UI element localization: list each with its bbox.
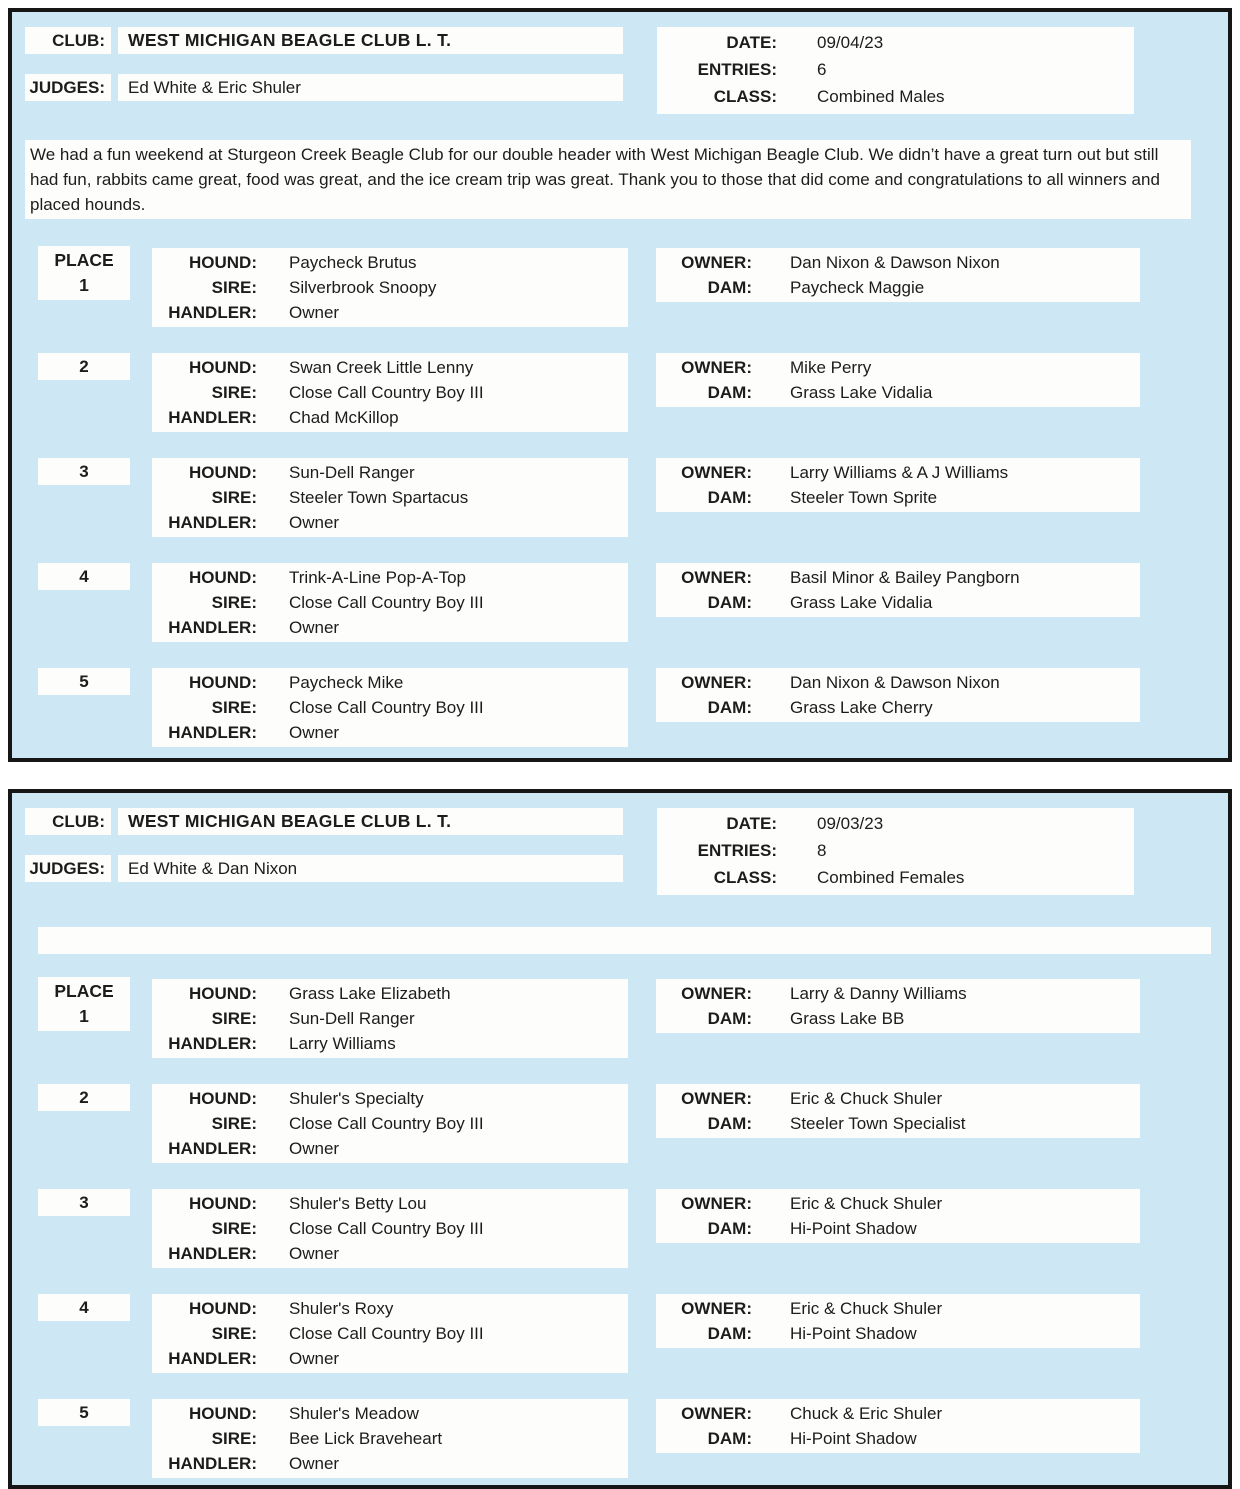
hound-value: Paycheck Mike — [289, 673, 404, 692]
report-header — [12, 27, 1228, 114]
class-row — [657, 83, 1134, 110]
hound-label: HOUND: — [189, 358, 257, 377]
handler-value: Chad McKillop — [289, 408, 399, 427]
place-entry — [38, 563, 1228, 642]
hound-value: Paycheck Brutus — [289, 253, 417, 272]
place-entry — [12, 248, 1228, 327]
hound-label: HOUND: — [189, 568, 257, 587]
place-entry — [38, 1294, 1228, 1373]
owner-box — [656, 1084, 1140, 1138]
entries-row — [657, 56, 1134, 83]
dam-value: Steeler Town Sprite — [790, 488, 938, 507]
handler-value: Owner — [289, 1454, 340, 1473]
dam-label: DAM: — [707, 698, 752, 717]
owner-value: Eric & Chuck Shuler — [790, 1089, 943, 1108]
owner-box — [656, 353, 1140, 407]
place-entry — [38, 668, 1228, 747]
handler-value: Owner — [289, 1349, 340, 1368]
club-row — [25, 27, 645, 54]
handler-label: HANDLER: — [168, 303, 257, 322]
sire-label: SIRE: — [211, 1114, 257, 1133]
header-left — [12, 27, 645, 101]
dam-value: Hi-Point Shadow — [790, 1324, 917, 1343]
owner-label: OWNER: — [681, 1194, 752, 1213]
hound-label: HOUND: — [189, 1404, 257, 1423]
handler-value: Owner — [289, 1244, 340, 1263]
owner-box — [656, 248, 1140, 302]
hound-box — [152, 1189, 628, 1268]
place-header-label: PLACE — [54, 981, 114, 1001]
hound-value: Grass Lake Elizabeth — [289, 984, 451, 1003]
sire-label: SIRE: — [211, 1219, 257, 1238]
date-row — [657, 29, 1134, 56]
dam-value: Grass Lake Vidalia — [790, 383, 933, 402]
sire-value: Close Call Country Boy III — [289, 593, 484, 612]
sire-value: Bee Lick Braveheart — [289, 1429, 443, 1448]
sire-label: SIRE: — [211, 1324, 257, 1343]
header-left — [12, 808, 645, 882]
owner-label: OWNER: — [681, 1404, 752, 1423]
place-number: 1 — [79, 1006, 89, 1026]
owner-label: OWNER: — [681, 1089, 752, 1108]
class-value: Combined Males — [817, 87, 945, 106]
handler-label: HANDLER: — [168, 1454, 257, 1473]
dam-value: Paycheck Maggie — [790, 278, 925, 297]
entries-value: 6 — [817, 60, 827, 79]
sire-label: SIRE: — [211, 383, 257, 402]
meta-box — [657, 808, 1134, 895]
owner-value: Dan Nixon & Dawson Nixon — [790, 253, 1000, 272]
dam-value: Grass Lake Vidalia — [790, 593, 933, 612]
judges-row — [25, 74, 645, 101]
hound-box — [152, 563, 628, 642]
hound-label: HOUND: — [189, 1299, 257, 1318]
hound-value: Trink-A-Line Pop-A-Top — [289, 568, 466, 587]
handler-value: Owner — [289, 723, 340, 742]
handler-value: Owner — [289, 513, 340, 532]
owner-label: OWNER: — [681, 673, 752, 692]
hound-label: HOUND: — [189, 253, 257, 272]
class-value: Combined Females — [817, 868, 965, 887]
place-number: 1 — [79, 275, 89, 295]
handler-label: HANDLER: — [168, 1349, 257, 1368]
hound-box — [152, 668, 628, 747]
hound-label: HOUND: — [189, 1194, 257, 1213]
dam-label: DAM: — [707, 593, 752, 612]
judges-value: Ed White & Dan Nixon — [118, 855, 623, 882]
owner-value: Chuck & Eric Shuler — [790, 1404, 943, 1423]
dam-label: DAM: — [707, 488, 752, 507]
owner-value: Eric & Chuck Shuler — [790, 1194, 943, 1213]
place-entry — [38, 1399, 1228, 1478]
owner-box — [656, 1294, 1140, 1348]
sire-value: Steeler Town Spartacus — [289, 488, 469, 507]
hound-value: Shuler's Roxy — [289, 1299, 394, 1318]
hound-box — [152, 1399, 628, 1478]
judges-label: JUDGES: — [25, 74, 111, 101]
date-value: 09/04/23 — [817, 33, 884, 52]
sire-value: Close Call Country Boy III — [289, 1219, 484, 1238]
dam-value: Steeler Town Specialist — [790, 1114, 966, 1133]
hound-box — [152, 1084, 628, 1163]
date-row — [657, 810, 1134, 837]
sire-value: Close Call Country Boy III — [289, 698, 484, 717]
dam-value: Grass Lake BB — [790, 1009, 905, 1028]
owner-label: OWNER: — [681, 253, 752, 272]
hound-label: HOUND: — [189, 1089, 257, 1108]
dam-value: Hi-Point Shadow — [790, 1219, 917, 1238]
owner-label: OWNER: — [681, 463, 752, 482]
class-row — [657, 864, 1134, 891]
owner-label: OWNER: — [681, 1299, 752, 1318]
meta-box — [657, 27, 1134, 114]
hound-box — [152, 979, 628, 1058]
owner-value: Larry & Danny Williams — [790, 984, 967, 1003]
hound-value: Shuler's Specialty — [289, 1089, 424, 1108]
hound-label: HOUND: — [189, 673, 257, 692]
owner-box — [656, 458, 1140, 512]
owner-label: OWNER: — [681, 984, 752, 1003]
sire-value: Close Call Country Boy III — [289, 383, 484, 402]
sire-value: Silverbrook Snoopy — [289, 278, 437, 297]
class-label: CLASS: — [713, 868, 777, 887]
sire-label: SIRE: — [211, 698, 257, 717]
dam-label: DAM: — [707, 383, 752, 402]
hound-label: HOUND: — [189, 984, 257, 1003]
place-entry — [38, 353, 1228, 432]
sire-value: Close Call Country Boy III — [289, 1324, 484, 1343]
place-header-label: PLACE — [54, 250, 114, 270]
handler-label: HANDLER: — [168, 408, 257, 427]
dam-label: DAM: — [707, 1009, 752, 1028]
place-number: 5 — [38, 1399, 130, 1426]
date-label: DATE: — [726, 33, 777, 52]
handler-value: Larry Williams — [289, 1034, 396, 1053]
owner-value: Dan Nixon & Dawson Nixon — [790, 673, 1000, 692]
owner-box — [656, 1399, 1140, 1453]
dam-label: DAM: — [707, 1324, 752, 1343]
handler-value: Owner — [289, 303, 340, 322]
report-header — [12, 808, 1228, 895]
club-row — [25, 808, 645, 835]
place-number: 2 — [38, 1084, 130, 1111]
sire-value: Close Call Country Boy III — [289, 1114, 484, 1133]
dam-label: DAM: — [707, 1114, 752, 1133]
handler-label: HANDLER: — [168, 513, 257, 532]
entries-label: ENTRIES: — [697, 841, 777, 860]
notes-text — [38, 927, 1211, 954]
owner-value: Mike Perry — [790, 358, 872, 377]
place-number: 3 — [38, 458, 130, 485]
place-number: 4 — [38, 563, 130, 590]
notes-text: We had a fun weekend at Sturgeon Creek Beagle Club for our double header with West Michigan Beagle Club. We didn’t have a great turn out but still had fun, rabbits came great, food was great, and the ice cream trip was great. Thank you to those that did come and congratulations to all winners and placed hounds. — [25, 140, 1191, 219]
club-value: WEST MICHIGAN BEAGLE CLUB L. T. — [118, 27, 623, 54]
hound-value: Sun-Dell Ranger — [289, 463, 415, 482]
sire-value: Sun-Dell Ranger — [289, 1009, 415, 1028]
judges-row — [25, 855, 645, 882]
place-number: 4 — [38, 1294, 130, 1321]
sire-label: SIRE: — [211, 1429, 257, 1448]
owner-label: OWNER: — [681, 568, 752, 587]
handler-label: HANDLER: — [168, 1034, 257, 1053]
hound-box — [152, 248, 628, 327]
class-label: CLASS: — [713, 87, 777, 106]
dam-label: DAM: — [707, 1219, 752, 1238]
handler-value: Owner — [289, 618, 340, 637]
dam-value: Grass Lake Cherry — [790, 698, 933, 717]
place-entry — [38, 458, 1228, 537]
owner-box — [656, 1189, 1140, 1243]
owner-box — [656, 979, 1140, 1033]
owner-value: Larry Williams & A J Williams — [790, 463, 1009, 482]
handler-label: HANDLER: — [168, 618, 257, 637]
owner-value: Basil Minor & Bailey Pangborn — [790, 568, 1020, 587]
place-entry — [12, 979, 1228, 1058]
dam-label: DAM: — [707, 278, 752, 297]
hound-value: Shuler's Betty Lou — [289, 1194, 427, 1213]
handler-label: HANDLER: — [168, 723, 257, 742]
hound-value: Shuler's Meadow — [289, 1404, 419, 1423]
hound-box — [152, 458, 628, 537]
hound-box — [152, 1294, 628, 1373]
date-value: 09/03/23 — [817, 814, 884, 833]
entries-value: 8 — [817, 841, 827, 860]
owner-box — [656, 563, 1140, 617]
judges-label: JUDGES: — [25, 855, 111, 882]
entries-row — [657, 837, 1134, 864]
club-value: WEST MICHIGAN BEAGLE CLUB L. T. — [118, 808, 623, 835]
handler-label: HANDLER: — [168, 1244, 257, 1263]
owner-label: OWNER: — [681, 358, 752, 377]
hound-value: Swan Creek Little Lenny — [289, 358, 474, 377]
club-label: CLUB: — [25, 808, 111, 835]
dam-value: Hi-Point Shadow — [790, 1429, 917, 1448]
hound-box — [152, 353, 628, 432]
place-entry — [38, 1189, 1228, 1268]
place-entry — [38, 1084, 1228, 1163]
hound-label: HOUND: — [189, 463, 257, 482]
handler-label: HANDLER: — [168, 1139, 257, 1158]
place-number: 5 — [38, 668, 130, 695]
owner-value: Eric & Chuck Shuler — [790, 1299, 943, 1318]
sire-label: SIRE: — [211, 1009, 257, 1028]
sire-label: SIRE: — [211, 488, 257, 507]
sire-label: SIRE: — [211, 278, 257, 297]
sire-label: SIRE: — [211, 593, 257, 612]
date-label: DATE: — [726, 814, 777, 833]
place-number: 2 — [38, 353, 130, 380]
dam-label: DAM: — [707, 1429, 752, 1448]
owner-box — [656, 668, 1140, 722]
place-number: 3 — [38, 1189, 130, 1216]
trial-report-males — [8, 8, 1232, 762]
entries-label: ENTRIES: — [697, 60, 777, 79]
judges-value: Ed White & Eric Shuler — [118, 74, 623, 101]
handler-value: Owner — [289, 1139, 340, 1158]
trial-report-females — [8, 789, 1232, 1489]
club-label: CLUB: — [25, 27, 111, 54]
